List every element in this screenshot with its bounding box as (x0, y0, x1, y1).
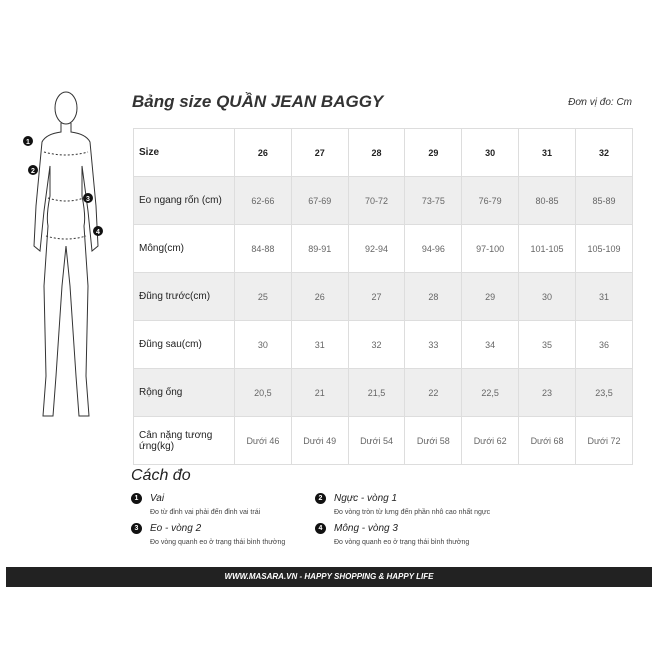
table-cell: 21 (291, 369, 348, 417)
table-cell: Dưới 58 (405, 417, 462, 465)
table-cell: Dưới 46 (235, 417, 292, 465)
measure-item-chest (315, 493, 490, 516)
table-row (134, 225, 633, 273)
table-cell: 30 (519, 273, 576, 321)
table-cell: 29 (462, 273, 519, 321)
table-cell: 70-72 (348, 177, 405, 225)
table-cell: Dưới 54 (348, 417, 405, 465)
row-label: Cân nặng tương ứng(kg) (134, 417, 235, 465)
table-cell: 85-89 (576, 177, 633, 225)
measure-desc: Đo vòng quanh eo ở trạng thái bình thường (150, 539, 286, 547)
table-cell: 20,5 (235, 369, 292, 417)
table-cell: 25 (235, 273, 292, 321)
measure-desc: Đo vòng tròn từ lưng đến phần nhô cao nhất ngực (334, 509, 491, 517)
table-cell: 36 (576, 321, 633, 369)
table-cell: 105-109 (576, 225, 633, 273)
table-cell: 28 (348, 129, 405, 177)
table-cell: 101-105 (519, 225, 576, 273)
table-cell: 67-69 (291, 177, 348, 225)
table-cell: 89-91 (291, 225, 348, 273)
footer-banner: WWW.MASARA.VN - HAPPY SHOPPING & HAPPY LIFE (6, 567, 652, 587)
measure-item-hip (315, 523, 469, 546)
table-cell: 29 (405, 129, 462, 177)
measure-desc: Đo vòng quanh eo ở trạng thái bình thường (334, 539, 470, 547)
table-cell: 80-85 (519, 177, 576, 225)
row-label: Mông(cm) (134, 225, 235, 273)
table-row (134, 177, 633, 225)
size-table (133, 128, 633, 465)
table-cell: Dưới 68 (519, 417, 576, 465)
row-label: Rộng ống (134, 369, 235, 417)
page-title: Bảng size QUẦN JEAN BAGGY (132, 92, 384, 111)
row-label: Đũng trước(cm) (134, 273, 235, 321)
number-badge-icon: 3 (131, 523, 142, 534)
table-cell: 22 (405, 369, 462, 417)
table-cell: 76-79 (462, 177, 519, 225)
number-badge-icon: 2 (315, 493, 326, 504)
table-cell: 27 (291, 129, 348, 177)
measure-name: Eo - vòng 2 (150, 523, 202, 534)
table-cell: 32 (576, 129, 633, 177)
svg-text:3: 3 (86, 196, 90, 203)
table-row (134, 321, 633, 369)
table-cell: 62-66 (235, 177, 292, 225)
measure-desc: Đo từ đỉnh vai phải đến đỉnh vai trái (150, 509, 261, 517)
table-cell: 31 (291, 321, 348, 369)
measure-item-waist (131, 523, 285, 546)
table-cell: 21,5 (348, 369, 405, 417)
table-cell: 26 (235, 129, 292, 177)
unit-label: Đơn vị đo: Cm (568, 97, 632, 108)
measure-item-shoulder (131, 493, 260, 516)
table-cell: 26 (291, 273, 348, 321)
table-cell: 22,5 (462, 369, 519, 417)
table-cell: 92-94 (348, 225, 405, 273)
number-badge-icon: 4 (315, 523, 326, 534)
row-label: Size (134, 129, 235, 177)
table-cell: 34 (462, 321, 519, 369)
table-cell: 94-96 (405, 225, 462, 273)
table-row (134, 369, 633, 417)
table-row (134, 417, 633, 465)
measure-name: Ngực - vòng 1 (334, 493, 398, 504)
svg-text:4: 4 (96, 229, 100, 236)
table-cell: Dưới 62 (462, 417, 519, 465)
how-to-measure-title: Cách đo (131, 467, 191, 484)
table-cell: Dưới 72 (576, 417, 633, 465)
row-label: Đũng sau(cm) (134, 321, 235, 369)
measure-name: Mông - vòng 3 (334, 523, 398, 534)
table-cell: 30 (235, 321, 292, 369)
table-cell: 84-88 (235, 225, 292, 273)
table-cell: 23,5 (576, 369, 633, 417)
table-cell: 30 (462, 129, 519, 177)
measure-name: Vai (150, 493, 165, 504)
table-row (134, 129, 633, 177)
table-cell: 23 (519, 369, 576, 417)
table-cell: 73-75 (405, 177, 462, 225)
body-figure-illustration (18, 86, 113, 426)
table-cell: 28 (405, 273, 462, 321)
table-row (134, 273, 633, 321)
table-cell: 31 (519, 129, 576, 177)
table-cell: 31 (576, 273, 633, 321)
row-label: Eo ngang rốn (cm) (134, 177, 235, 225)
table-cell: 97-100 (462, 225, 519, 273)
svg-text:1: 1 (26, 139, 30, 146)
number-badge-icon: 1 (131, 493, 142, 504)
svg-text:2: 2 (31, 168, 35, 175)
table-cell: 27 (348, 273, 405, 321)
table-cell: 35 (519, 321, 576, 369)
table-cell: 33 (405, 321, 462, 369)
table-cell: Dưới 49 (291, 417, 348, 465)
table-cell: 32 (348, 321, 405, 369)
